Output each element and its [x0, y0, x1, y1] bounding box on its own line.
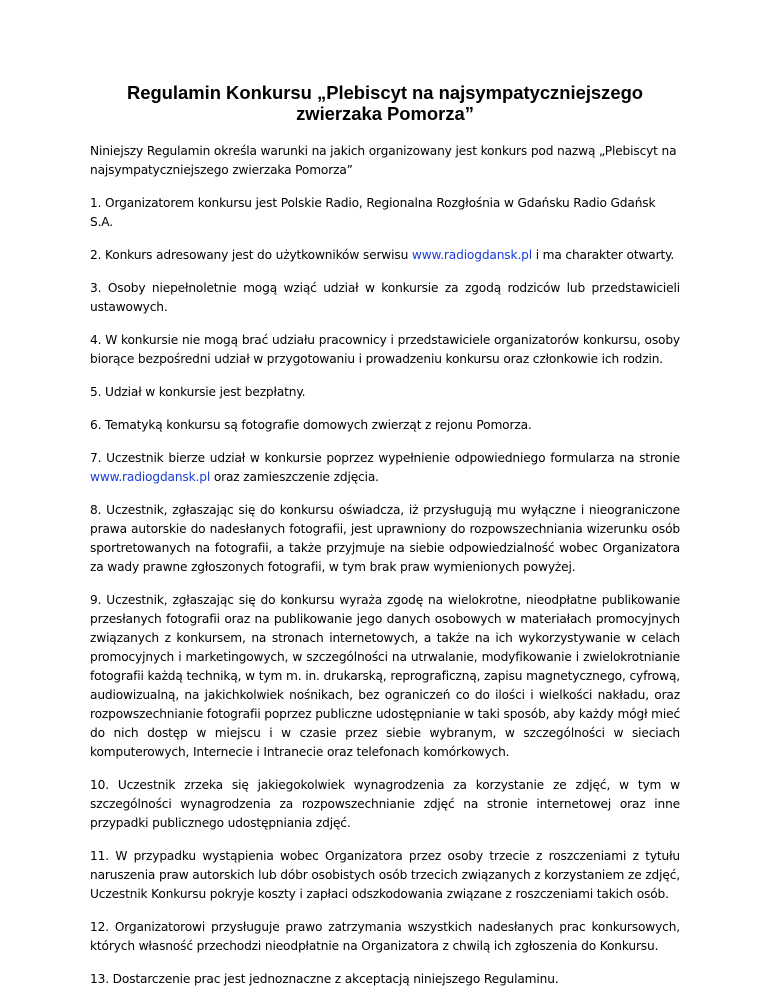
paragraph-2-text-after: i ma charakter otwarty. [531, 248, 675, 262]
title-line-2: zwierzaka Pomorza” [296, 103, 474, 124]
paragraph-11: 11. W przypadku wystąpienia wobec Organizatora przez osoby trzecie z roszczeniami z tytułu naruszenia praw autorskich lub dóbr osobistych osób trzecich związanych z korzystaniem ze zdjęć, Uczestnik Konkursu pokryje koszty i zapłaci odszkodowania związane z roszczeniami takich osób. [90, 849, 680, 901]
title-line-1: Regulamin Konkursu „Plebiscyt na najsympatyczniejszego [126, 82, 644, 103]
paragraph-7-text-before: 7. Uczestnik bierze udział w konkursie poprzez wypełnienie odpowiedniego formularza na stronie [90, 451, 680, 465]
paragraph-9: 9. Uczestnik, zgłaszając się do konkursu wyraża zgodę na wielokrotne, nieodpłatne publikowanie przesłanych fotografii oraz na publikowanie jego danych osobowych w materiałach promocyjnych związanych z konkursem, na stronach internetowych, a także na ich wykorzystywanie w celach promocyjnych i marketingowych, w szczególności na utrwalanie, modyfikowanie i zwielokrotnianie fotografii każdą techniką, w tym m. in. drukarską, reprograficzną, zapisu magnetycznego, cyfrową, audiowizualną, na jakichkolwiek nośnikach, bez ograniczeń co do ilości i wielkości nakładu, oraz rozpowszechnianie fotografii poprzez publiczne udostępnianie w taki sposób, aby każdy mógł mieć do nich dostęp w miejscu i w czasie przez siebie wybranym, w szczególności w sieciach komputerowych, Internecie i Intranecie oraz telefonach komórkowych. [90, 593, 680, 759]
paragraph-1: 1. Organizatorem konkursu jest Polskie Radio, Regionalna Rozgłośnia w Gdańsku Radio Gdańsk S.A. [90, 196, 656, 229]
document-page [90, 82, 680, 1003]
paragraph-6: 6. Tematyką konkursu są fotografie domowych zwierząt z rejonu Pomorza. [90, 418, 532, 432]
paragraph-8: 8. Uczestnik, zgłaszając się do konkursu oświadcza, iż przysługują mu wyłączne i nieograniczone prawa autorskie do nadesłanych fotografii, jest uprawniony do rozpowszechniania wizerunku osób sportretowanych na fotografii, a także przyjmuje na siebie odpowiedzialność wobec Organizatora za wady prawne zgłoszonych fotografii, w tym brak praw wymienionych powyżej. [90, 503, 680, 574]
paragraph-2 [90, 246, 680, 265]
intro-paragraph: Niniejszy Regulamin określa warunki na jakich organizowany jest konkurs pod nazwą „Plebiscyt na najsympatyczniejszego zwierzaka Pomorza” [90, 144, 677, 177]
paragraph-10: 10. Uczestnik zrzeka się jakiegokolwiek wynagrodzenia za korzystanie ze zdjęć, w tym w szczególności wynagrodzenia za rozpowszechnianie zdjęć na stronie internetowej oraz inne przypadki publicznego udostępniania zdjęć. [90, 778, 680, 830]
radiogdansk-link[interactable]: www.radiogdansk.pl [411, 248, 532, 262]
paragraph-13: 13. Dostarczenie prac jest jednoznaczne z akceptacją niniejszego Regulaminu. [90, 972, 559, 986]
paragraph-4: 4. W konkursie nie mogą brać udziału pracownicy i przedstawiciele organizatorów konkursu, osoby biorące bezpośredni udział w przygotowaniu i prowadzeniu konkursu oraz członkowie ich rodzin. [90, 333, 680, 366]
paragraph-5: 5. Udział w konkursie jest bezpłatny. [90, 385, 306, 399]
page-title [90, 82, 680, 124]
paragraph-3: 3. Osoby niepełnoletnie mogą wziąć udział w konkursie za zgodą rodziców lub przedstawicieli ustawowych. [90, 281, 680, 314]
paragraph-7 [90, 449, 680, 487]
paragraph-7-text-after: oraz zamieszczenie zdjęcia. [210, 470, 379, 484]
paragraph-2-text-before: 2. Konkurs adresowany jest do użytkowników serwisu [90, 248, 412, 262]
radiogdansk-link-2[interactable]: www.radiogdansk.pl [90, 470, 211, 484]
paragraph-12: 12. Organizatorowi przysługuje prawo zatrzymania wszystkich nadesłanych prac konkursowych, których własność przechodzi nieodpłatnie na Organizatora z chwilą ich zgłoszenia do Konkursu. [90, 920, 680, 953]
